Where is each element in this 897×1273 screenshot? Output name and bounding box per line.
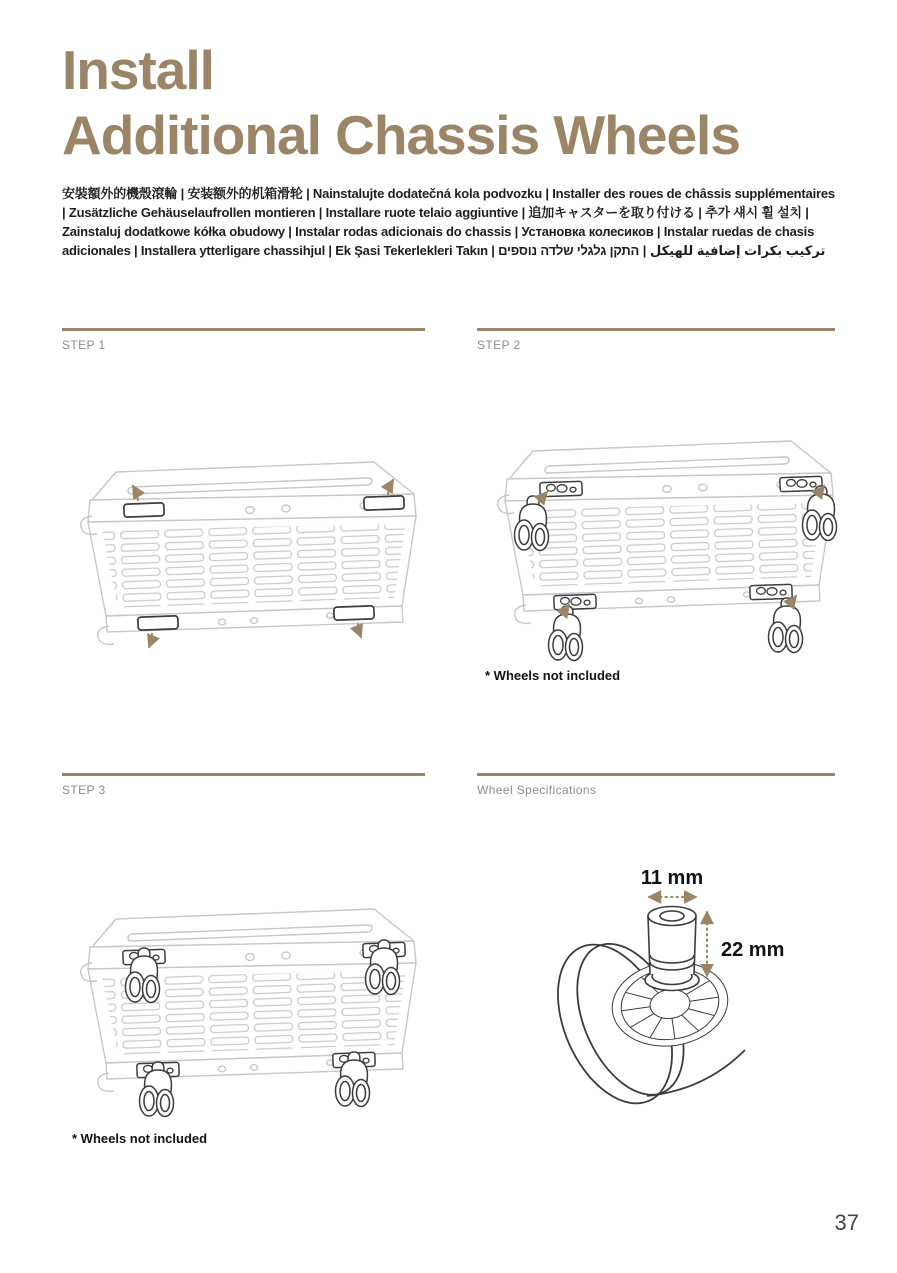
step3-header xyxy=(62,773,425,797)
step2-section xyxy=(477,328,835,773)
page-content xyxy=(62,0,837,1146)
wheel-specs-header xyxy=(477,773,835,797)
steps-row-2 xyxy=(62,773,837,1146)
step1-label: STEP 1 xyxy=(62,338,106,352)
step3-section xyxy=(62,773,425,1146)
step3-chassis-illustration xyxy=(62,897,442,1127)
step2-header xyxy=(477,328,835,352)
step1-header xyxy=(62,328,425,352)
step3-label: STEP 3 xyxy=(62,783,106,797)
stem-diameter-label: 11 mm xyxy=(640,867,704,889)
wheel-specs-label: Wheel Specifications xyxy=(477,783,597,797)
step2-chassis-illustration xyxy=(477,427,857,662)
title-line-2: Additional Chassis Wheels xyxy=(62,104,740,166)
page-number: 37 xyxy=(834,1210,859,1235)
translations-paragraph: 安裝額外的機殼滾輪 | 安装额外的机箱滑轮 | Nainstalujte dodatečná kola podvozku | Installer des roues de châssis supplémentaires | Zusätzliche Gehäuselaufrollen montieren | Installare ruote telaio aggiuntive | 追加キャスターを取り付ける | 추가 섀시 휠 설치 | Zainstaluj dodatkowe kółka obudowy | Instalar rodas adicionais do chassis | Установка колесиков | Instalar ruedas de chasis adicionales | Installera ytterligare chassihjul | Ek Şasi Tekerlekleri Takın | تركيب بكرات إضافية للهيكل | התקן גלגלי שלדה נוספים xyxy=(62,186,835,258)
wheels-not-included-note: * Wheels not included xyxy=(485,668,621,683)
wheel-specs-section xyxy=(477,773,835,1146)
title-line-1: Install xyxy=(62,39,214,101)
step2-label: STEP 2 xyxy=(477,338,521,352)
step1-chassis-illustration xyxy=(62,432,425,652)
page-title xyxy=(62,38,837,168)
steps-row-1 xyxy=(62,328,837,773)
step1-section xyxy=(62,328,425,773)
stem-height-label: 22 mm xyxy=(721,939,785,961)
wheel-spec-illustration xyxy=(555,852,855,1117)
wheel-stem xyxy=(645,907,699,991)
wheels-not-included-note: * Wheels not included xyxy=(72,1131,208,1146)
